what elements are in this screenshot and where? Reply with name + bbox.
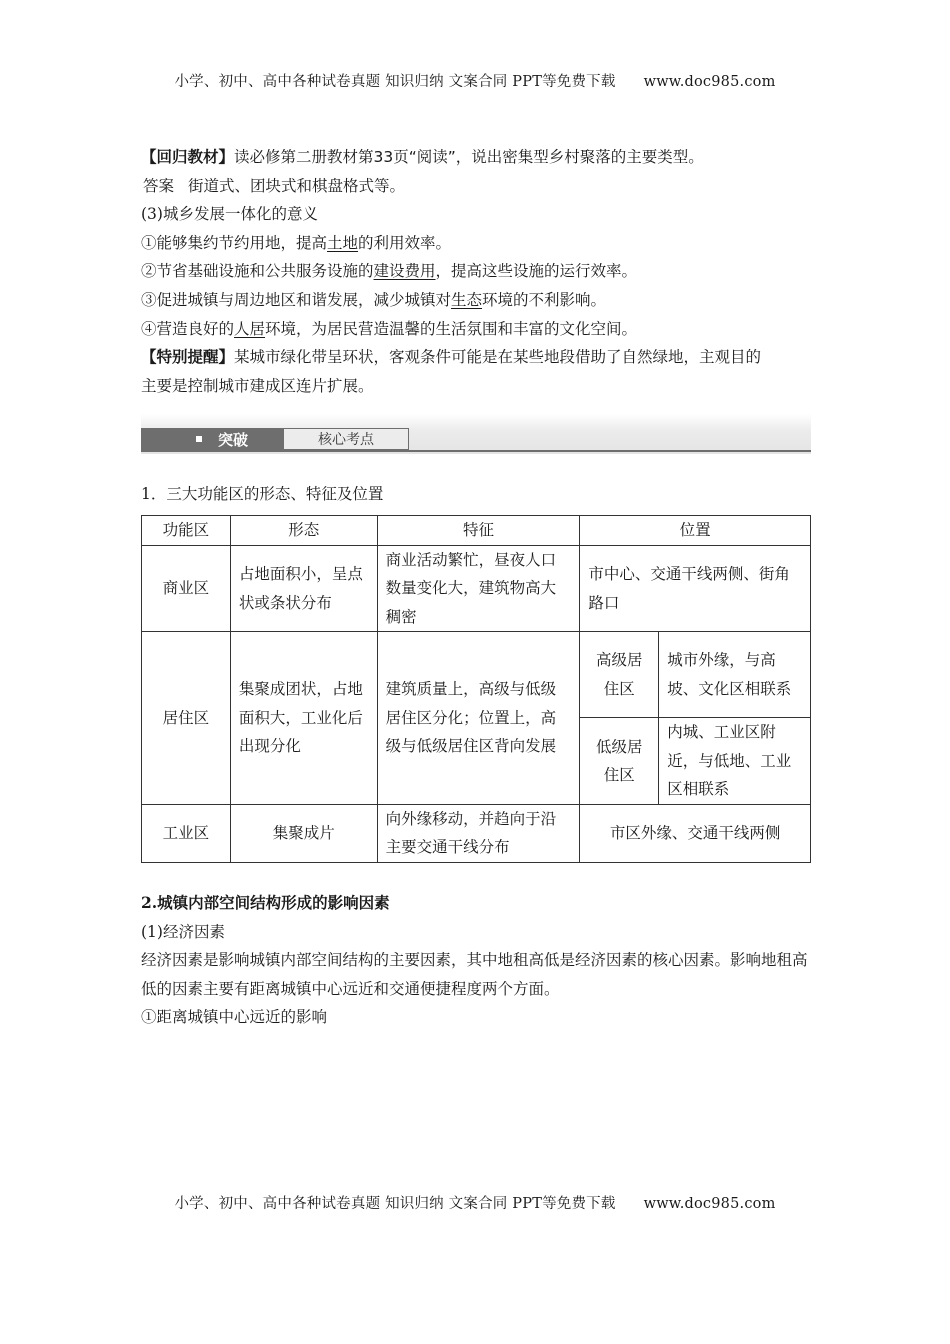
section2-item: ①距离城镇中心远近的影响 <box>141 1008 328 1027</box>
item-text: ①能够集约节约用地，提高 <box>141 233 328 252</box>
significance-heading: (3)城乡发展一体化的意义 <box>141 205 318 224</box>
zone-form: 占地面积小，呈点状或条状分布 <box>230 545 377 632</box>
page-footer <box>0 1192 950 1213</box>
header-text: 小学、初中、高中各种试卷真题 知识归纳 文案合同 PPT等免费下载 <box>174 74 616 90</box>
table-row <box>142 632 811 718</box>
textbook-body: 读必修第二册教材第33页“阅读”，说出密集型乡村聚落的主要类型。 <box>234 148 704 166</box>
table-header-cell: 特征 <box>377 515 580 545</box>
square-bullet-icon <box>196 436 202 442</box>
sub-zone-name: 低级居住区 <box>580 718 659 805</box>
footer-text: 小学、初中、高中各种试卷真题 知识归纳 文案合同 PPT等免费下载 <box>174 1196 616 1212</box>
reminder-line1: 某城市绿化带呈环状，客观条件可能是在某些地段借助了自然绿地，主观目的 <box>234 348 762 367</box>
item-text: ③促进城镇与周边地区和谐发展，减少城镇对 <box>141 290 452 309</box>
sub-zone-location: 城市外缘，与高坡、文化区相联系 <box>659 632 811 718</box>
significance-item-1 <box>141 229 811 258</box>
item-text: 环境的不利影响。 <box>482 290 607 309</box>
function-zone-table <box>141 515 811 863</box>
header-site: www.doc985.com <box>643 74 776 90</box>
reminder-label: 【特别提醒】 <box>141 348 235 367</box>
sub-zone-name: 高级居住区 <box>580 632 659 718</box>
banner-tab-light: 核心考点 <box>283 428 409 450</box>
textbook-label: 【回归教材】 <box>141 148 235 166</box>
table-header-cell: 形态 <box>230 515 377 545</box>
banner-rule <box>141 450 811 452</box>
section2-paragraph: 经济因素是影响城镇内部空间结构的主要因素，其中地租高低是经济因素的核心因素。影响地租高低的因素主要有距离城镇中心远近和交通便捷程度两个方面。 <box>141 951 808 998</box>
table-header-cell: 位置 <box>580 515 811 545</box>
document-body <box>141 143 811 1032</box>
zone-feature: 向外缘移动，并趋向于沿主要交通干线分布 <box>377 804 580 862</box>
item-underlined: 土地 <box>327 233 359 252</box>
zone-name: 商业区 <box>142 545 231 632</box>
section2-heading: 2.城镇内部空间结构形成的影响因素 <box>141 892 390 912</box>
table-row <box>142 804 811 862</box>
zone-feature: 建筑质量上，高级与低级居住区分化；位置上，高级与低级居住区背向发展 <box>377 632 580 805</box>
zone-name: 工业区 <box>142 804 231 862</box>
significance-item-2 <box>141 257 811 286</box>
item-text: 的利用效率。 <box>358 233 452 252</box>
item-text: 环境，为居民营造温馨的生活氛围和丰富的文化空间。 <box>265 319 638 338</box>
item-underlined: 人居 <box>234 319 266 338</box>
item-text: ，提高这些设施的运行效率。 <box>435 262 638 281</box>
zone-form: 集聚成片 <box>230 804 377 862</box>
significance-item-4 <box>141 315 811 344</box>
footer-site: www.doc985.com <box>643 1196 776 1212</box>
banner-tab-dark <box>141 428 283 450</box>
banner-dark-label: 突破 <box>218 430 249 449</box>
special-reminder <box>141 343 811 372</box>
sub-zone-location: 内城、工业区附近，与低地、工业区相联系 <box>659 718 811 805</box>
zone-form: 集聚成团状，占地面积大，工业化后出现分化 <box>230 632 377 805</box>
answer-label: 答案 <box>143 176 175 195</box>
reminder-line2: 主要是控制城市建成区连片扩展。 <box>141 376 374 395</box>
section-banner <box>141 414 811 454</box>
table-title: 1．三大功能区的形态、特征及位置 <box>141 485 384 504</box>
table-header-row <box>142 515 811 545</box>
textbook-review <box>141 143 811 172</box>
item-underlined: 生态 <box>451 290 483 309</box>
item-text: ④营造良好的 <box>141 319 235 338</box>
zone-location: 市中心、交通干线两侧、街角路口 <box>580 545 811 632</box>
table-row <box>142 545 811 632</box>
section2-sub: (1)经济因素 <box>141 922 225 941</box>
item-text: ②节省基础设施和公共服务设施的 <box>141 262 374 281</box>
significance-item-3 <box>141 286 811 315</box>
table-header-cell: 功能区 <box>142 515 231 545</box>
zone-name: 居住区 <box>142 632 231 805</box>
answer-body: 街道式、团块式和棋盘格式等。 <box>188 176 406 195</box>
item-underlined: 建设费用 <box>373 262 436 281</box>
zone-feature: 商业活动繁忙，昼夜人口数量变化大，建筑物高大稠密 <box>377 545 580 632</box>
zone-location: 市区外缘、交通干线两侧 <box>580 804 811 862</box>
answer-line <box>141 172 811 201</box>
page-header <box>0 70 950 91</box>
